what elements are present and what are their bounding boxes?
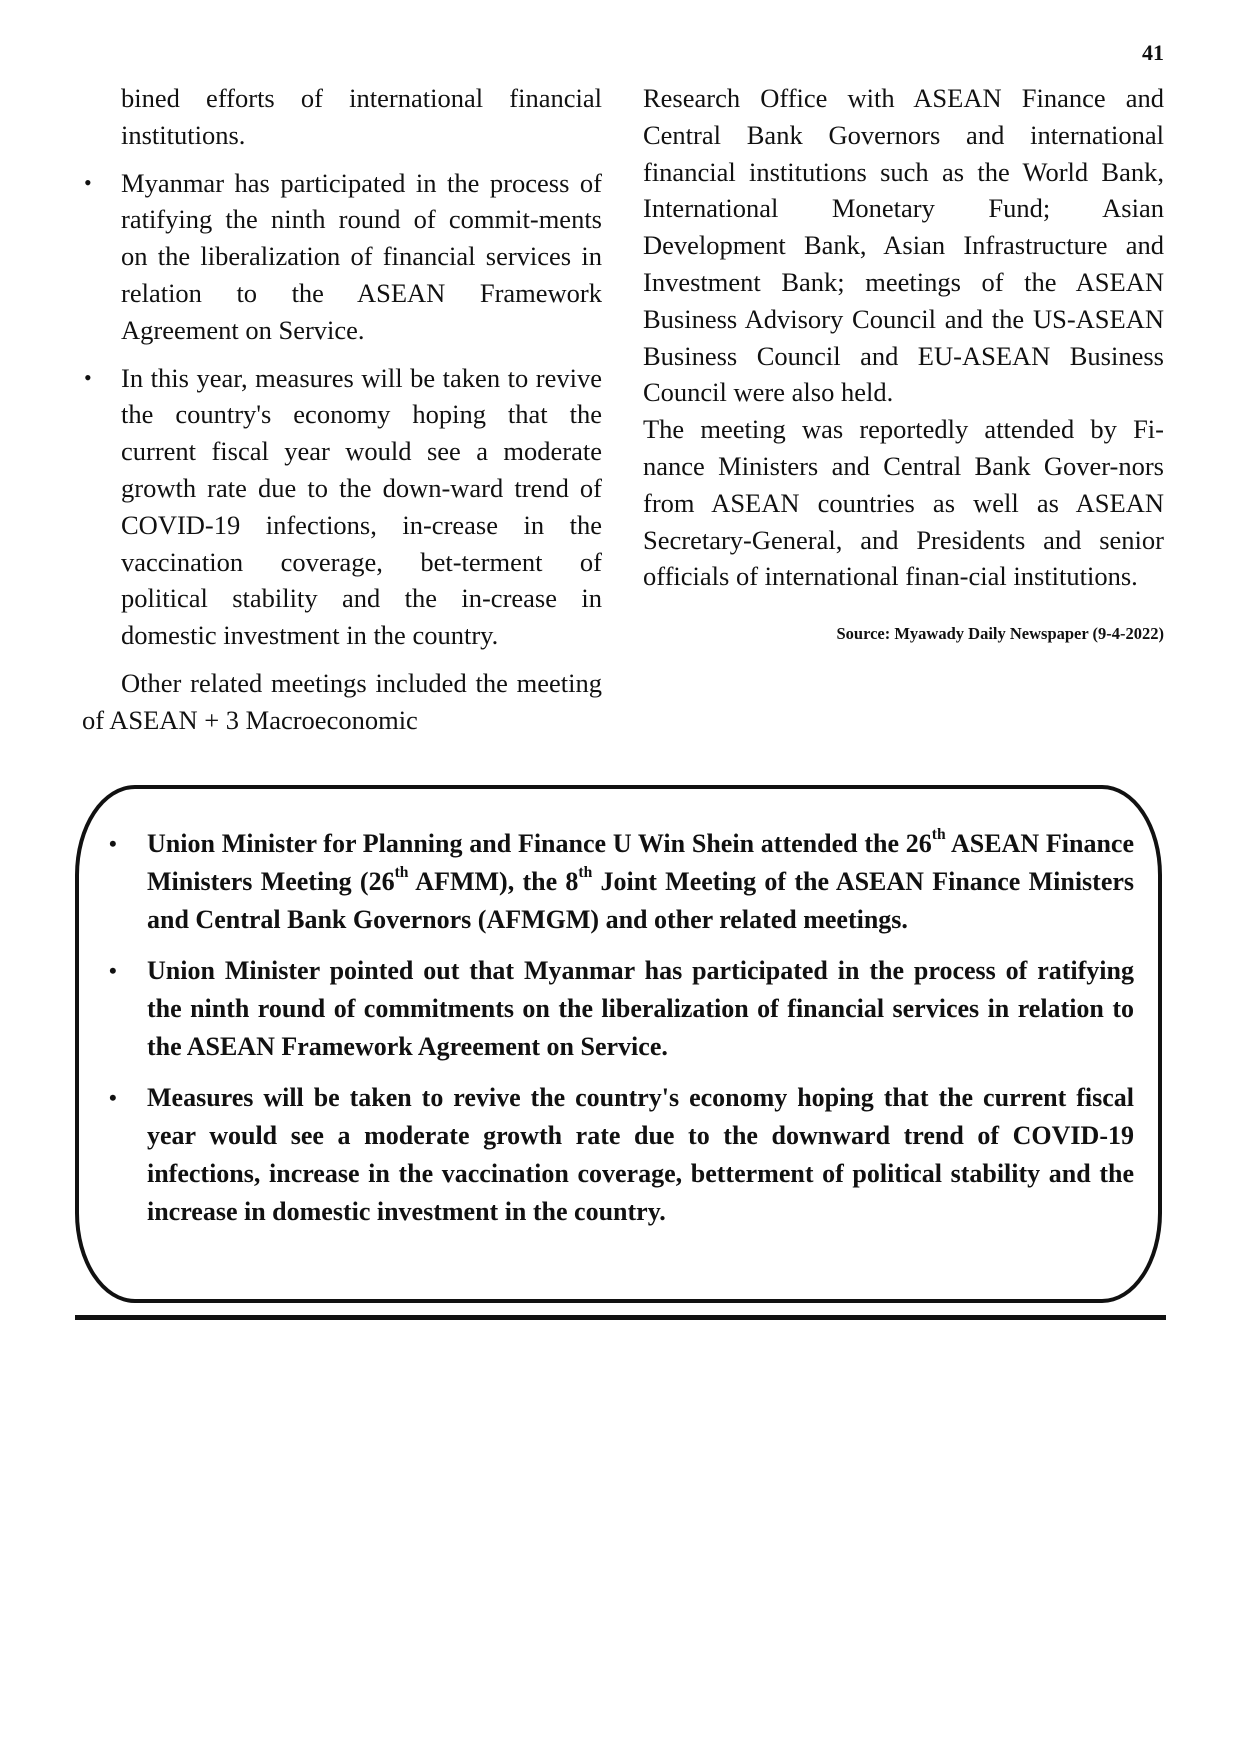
continuation-paragraph: bined efforts of international financial institutions. (121, 83, 602, 150)
superscript: th (394, 864, 409, 882)
bottom-rule (75, 1315, 1166, 1320)
list-item (82, 165, 602, 349)
body-paragraph: Research Office with ASEAN Finance and Central Bank Governors and international financial institutions such as the World Bank, International Monetary Fund; Asian Development Bank, Asian Infrastructure and Investment Bank; meetings of the ASEAN Business Advisory Council and the US-ASEAN Business Council and EU-ASEAN Business Council were also held. (643, 83, 1164, 408)
text-fragment: ASEAN Finance Ministers Meeting (26 (147, 829, 1134, 896)
superscript: th (931, 826, 946, 844)
list-item (109, 1079, 1134, 1231)
list-item-text: Measures will be taken to revive the country's economy hoping that the current fiscal year would see a moderate growth rate due to the downward trend of COVID-19 infections, increase in the vaccination coverage, betterment of political stability and the increase in domestic investment in the country. (147, 1083, 1134, 1226)
body-paragraph: Other related meetings included the meeting of ASEAN + 3 Macroeconomic (82, 667, 602, 735)
bullet-icon: • (109, 831, 117, 856)
bullet-icon: • (109, 1085, 117, 1110)
body-paragraph: The meeting was reportedly attended by Fi-nance Ministers and Central Bank Gover-nors from ASEAN countries as well as ASEAN Secretary-General, and Presidents and senior officials of international finan-cial institutions. (643, 414, 1164, 592)
left-column (82, 80, 602, 739)
source-citation: Source: Myawady Daily Newspaper (9-4-2022) (836, 624, 1164, 644)
superscript: th (578, 864, 593, 882)
bullet-icon: • (84, 364, 92, 390)
left-bullet-list (82, 165, 602, 654)
list-item (109, 952, 1134, 1066)
list-item (82, 360, 602, 654)
list-item-text: Myanmar has participated in the process of ratifying the ninth round of commit-ments on the liberalization of financial services in relation to the ASEAN Framework Agreement on Service. (121, 167, 602, 345)
list-item-text: Union Minister pointed out that Myanmar has participated in the process of ratifying the ninth round of commitments on the liberalization of financial services in relation to the ASEAN Framework Agreement on Service. (147, 956, 1134, 1061)
bullet-icon: • (109, 958, 117, 983)
list-item-text: In this year, measures will be taken to revive the country's economy hoping that the current fiscal year would see a moderate growth rate due to the down-ward trend of COVID-19 infections, in-crease in the vaccination coverage, bet-terment of political stability and the in-crease in domestic investment in the country. (121, 362, 602, 651)
summary-box (75, 785, 1162, 1303)
list-item (109, 825, 1135, 939)
summary-bullet-list (109, 825, 1135, 1244)
right-column (643, 80, 1164, 645)
list-item-text (147, 826, 1135, 934)
bullet-icon: • (84, 169, 92, 195)
page-number: 41 (1142, 40, 1164, 65)
text-fragment: AFMM), the 8 (408, 867, 579, 896)
text-fragment: Joint Meeting of the ASEAN Finance Ministers and Central Bank Governors (AFMGM) and other related meetings. (147, 867, 1135, 934)
text-fragment: Union Minister for Planning and Finance U Win Shein attended the 26 (147, 829, 932, 858)
